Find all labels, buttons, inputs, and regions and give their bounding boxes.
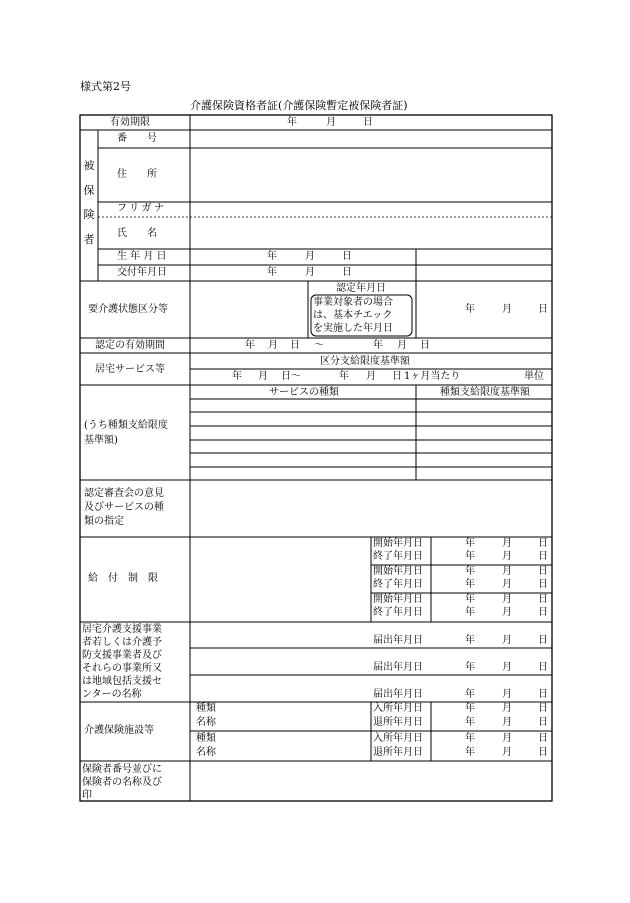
- f2d-month: 月: [502, 747, 512, 758]
- n2-month: 月: [502, 662, 512, 673]
- facility-1-kind: 種類: [196, 703, 216, 714]
- care-support-line-5: は地域包括支援セ: [82, 676, 162, 687]
- care-support-line-6: ンターの名称: [82, 689, 142, 700]
- limit-start-month: 月: [258, 371, 268, 382]
- f1a-day: 日: [538, 703, 548, 714]
- n1-day: 日: [538, 635, 548, 646]
- f1d-month: 月: [502, 717, 512, 728]
- r1e-year: 年: [465, 551, 475, 562]
- f2d-day: 日: [538, 747, 548, 758]
- n3-day: 日: [538, 689, 548, 700]
- facility-2-admission: 入所年月日: [373, 733, 423, 744]
- committee-line-1: 認定審査会の意見: [84, 488, 164, 499]
- restriction-1-end-label: 終了年月日: [373, 551, 423, 562]
- validity-period-label: 有効期限: [110, 117, 150, 128]
- n3-year: 年: [465, 689, 475, 700]
- r1s-day: 日: [538, 538, 548, 549]
- furigana-label: フリガナ: [117, 203, 167, 214]
- period-start-year: 年: [245, 340, 255, 351]
- per-month-label: 1ヶ月当たり: [404, 371, 461, 382]
- r1e-month: 月: [502, 551, 512, 562]
- cert-month: 月: [502, 304, 512, 315]
- issue-day: 日: [342, 267, 352, 278]
- period-start-month: 月: [268, 340, 278, 351]
- r3e-day: 日: [538, 607, 548, 618]
- birth-year: 年: [267, 251, 277, 262]
- committee-line-2: 及びサービスの種: [84, 502, 164, 513]
- insured-char-1: 被: [83, 159, 95, 172]
- limit-end-year: 年: [339, 371, 349, 382]
- r3s-month: 月: [502, 594, 512, 605]
- n1-year: 年: [465, 635, 475, 646]
- r1s-month: 月: [502, 538, 512, 549]
- facility-1-discharge: 退所年月日: [373, 717, 423, 728]
- cert-valid-period-label: 認定の有効期間: [95, 340, 165, 351]
- limit-start-year: 年: [232, 371, 242, 382]
- f1d-year: 年: [465, 717, 475, 728]
- insured-char-3: 険: [83, 208, 95, 221]
- cert-date-note-1: 事業対象者の場合: [313, 297, 393, 308]
- care-support-line-1: 居宅介護支援事業: [82, 624, 162, 635]
- cert-date-note-3: を実施した年月日: [313, 323, 393, 334]
- r2s-year: 年: [465, 566, 475, 577]
- f2a-day: 日: [538, 733, 548, 744]
- care-support-line-2: 者若しくは介護予: [82, 637, 162, 648]
- period-start-day: 日: [290, 340, 300, 351]
- restriction-1-start-label: 開始年月日: [373, 538, 423, 549]
- number-label: 番 号: [117, 133, 157, 144]
- birth-month: 月: [305, 251, 315, 262]
- r2e-year: 年: [465, 579, 475, 590]
- r1s-year: 年: [465, 538, 475, 549]
- cert-year: 年: [465, 304, 475, 315]
- care-support-line-4: それらの事業所又: [82, 663, 162, 674]
- validity-day: 日: [363, 117, 373, 128]
- restriction-3-start-label: 開始年月日: [373, 594, 423, 605]
- period-end-year: 年: [373, 340, 383, 351]
- f2a-year: 年: [465, 733, 475, 744]
- of-which-line-2: 基準額): [84, 435, 118, 446]
- form-title: 介護保険資格者証(介護保険暫定被保険者証): [190, 99, 408, 112]
- f1a-month: 月: [502, 703, 512, 714]
- facility-2-kind: 種類: [196, 733, 216, 744]
- form-number: 様式第2号: [80, 80, 131, 93]
- validity-month: 月: [326, 117, 336, 128]
- notification-1-label: 届出年月日: [373, 635, 423, 646]
- cert-date-title: 認定年月日: [336, 283, 386, 294]
- restriction-3-end-label: 終了年月日: [373, 607, 423, 618]
- cert-day: 日: [538, 304, 548, 315]
- f1a-year: 年: [465, 703, 475, 714]
- f2a-month: 月: [502, 733, 512, 744]
- care-level-label: 要介護状態区分等: [88, 304, 168, 315]
- name-label: 氏 名: [117, 228, 157, 239]
- notification-3-label: 届出年月日: [373, 689, 423, 700]
- n2-day: 日: [538, 662, 548, 673]
- facility-1-name: 名称: [196, 717, 216, 728]
- period-end-month: 月: [397, 340, 407, 351]
- type-limit-header: 種類支給限度基準額: [440, 387, 530, 398]
- limit-standard-label: 区分支給限度基準額: [320, 356, 410, 367]
- birth-date-label: 生 年 月 日: [117, 251, 167, 262]
- limit-end-month: 月: [366, 371, 376, 382]
- address-label: 住 所: [117, 169, 157, 180]
- f1d-day: 日: [538, 717, 548, 728]
- facility-label: 介護保険施設等: [84, 725, 154, 736]
- service-type-header: サービスの種類: [269, 387, 339, 398]
- insurer-line-3: 印: [82, 790, 92, 801]
- facility-2-discharge: 退所年月日: [373, 747, 423, 758]
- care-support-line-3: 防支援事業者及び: [82, 650, 162, 661]
- restriction-2-start-label: 開始年月日: [373, 566, 423, 577]
- insurer-line-1: 保険者番号並びに: [82, 764, 162, 775]
- r2e-month: 月: [502, 579, 512, 590]
- r3e-month: 月: [502, 607, 512, 618]
- r1e-day: 日: [538, 551, 548, 562]
- limit-end-day: 日: [392, 371, 402, 382]
- f2d-year: 年: [465, 747, 475, 758]
- birth-day: 日: [342, 251, 352, 262]
- restriction-2-end-label: 終了年月日: [373, 579, 423, 590]
- facility-1-admission: 入所年月日: [373, 703, 423, 714]
- n3-month: 月: [502, 689, 512, 700]
- r2s-month: 月: [502, 566, 512, 577]
- r3e-year: 年: [465, 607, 475, 618]
- notification-2-label: 届出年月日: [373, 662, 423, 673]
- cert-date-note-2: は、基本チエック: [313, 310, 393, 321]
- issue-month: 月: [305, 267, 315, 278]
- benefit-restriction-label: 給 付 制 限: [88, 573, 158, 584]
- r3s-year: 年: [465, 594, 475, 605]
- home-service-label: 居宅サービス等: [95, 364, 165, 375]
- n2-year: 年: [465, 662, 475, 673]
- insurer-line-2: 保険者の名称及び: [82, 777, 162, 788]
- insured-char-2: 保: [83, 184, 95, 197]
- period-tilde: ～: [314, 340, 324, 351]
- limit-start-day-tilde: 日～: [281, 371, 301, 382]
- n1-month: 月: [502, 635, 512, 646]
- insured-char-4: 者: [83, 233, 95, 246]
- committee-line-3: 類の指定: [84, 516, 124, 527]
- issue-year: 年: [267, 267, 277, 278]
- period-end-day: 日: [420, 340, 430, 351]
- r3s-day: 日: [538, 594, 548, 605]
- r2e-day: 日: [538, 579, 548, 590]
- unit-label: 単位: [524, 371, 544, 382]
- of-which-line-1: (うち種類支給限度: [84, 420, 168, 431]
- r2s-day: 日: [538, 566, 548, 577]
- issue-date-label: 交付年月日: [117, 267, 167, 278]
- facility-2-name: 名称: [196, 747, 216, 758]
- validity-year: 年: [287, 117, 297, 128]
